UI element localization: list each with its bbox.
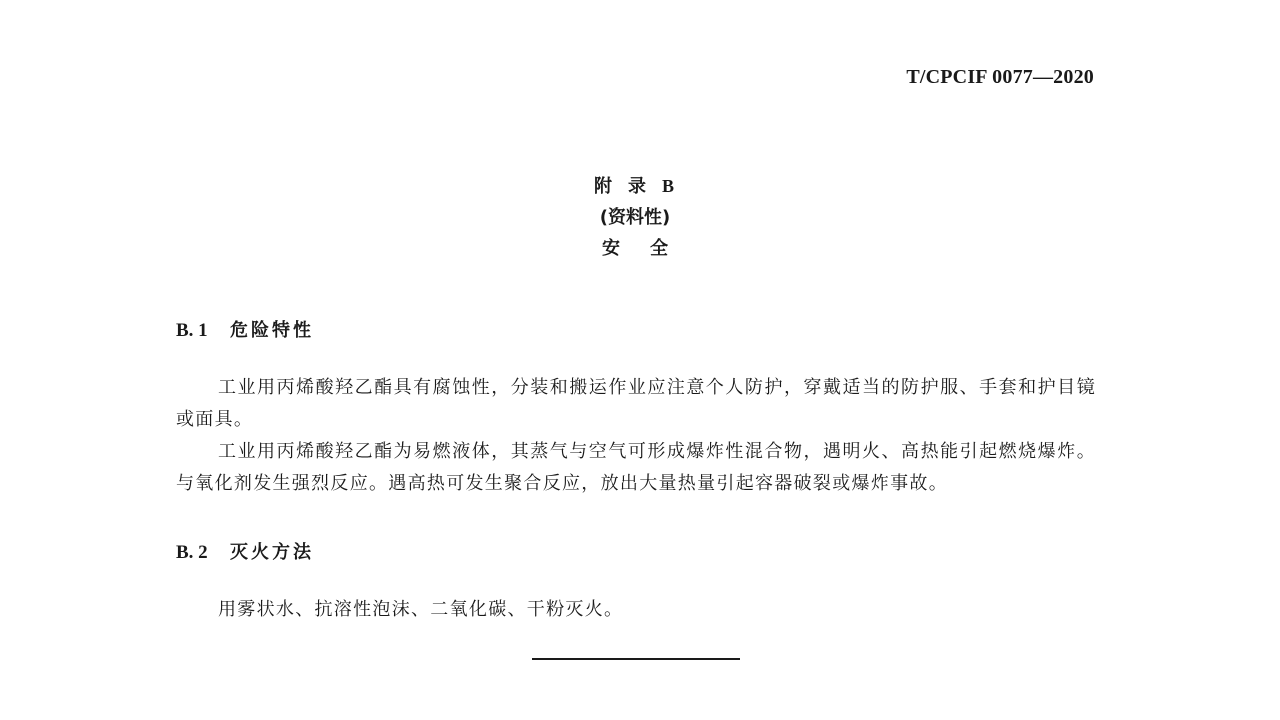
section-title: 灭火方法 <box>230 542 314 563</box>
appendix-type: (资料性) <box>599 207 671 228</box>
appendix-subject <box>0 233 1270 265</box>
appendix-heading <box>0 170 1270 265</box>
section-number: B. 2 <box>176 542 208 563</box>
section-heading-b2 <box>176 538 314 564</box>
end-of-document-rule <box>532 658 740 660</box>
appendix-title <box>0 170 1270 203</box>
paragraph: 用雾状水、抗溶性泡沫、二氧化碳、干粉灭火。 <box>218 599 624 620</box>
section-number: B. 1 <box>176 320 208 341</box>
appendix-subject-char-2: 全 <box>650 238 668 259</box>
section-heading-b1 <box>176 316 314 342</box>
section-title: 危险特性 <box>230 320 314 341</box>
appendix-subject-char-1: 安 <box>602 238 620 259</box>
appendix-letter: B <box>661 176 676 196</box>
appendix-label-2: 录 <box>627 176 648 197</box>
paragraph: 工业用丙烯酸羟乙酯为易燃液体，其蒸气与空气可形成爆炸性混合物，遇明火、高热能引起燃烧爆炸。与氧化剂发生强烈反应。遇高热可发生聚合反应，放出大量热量引起容器破裂或爆炸事故。 <box>176 441 1096 494</box>
document-code: T/CPCIF 0077—2020 <box>906 66 1094 88</box>
appendix-label: 附 <box>593 176 614 197</box>
paragraph: 工业用丙烯酸羟乙酯具有腐蚀性，分装和搬运作业应注意个人防护，穿戴适当的防护服、手套和护目镜或面具。 <box>176 377 1096 430</box>
